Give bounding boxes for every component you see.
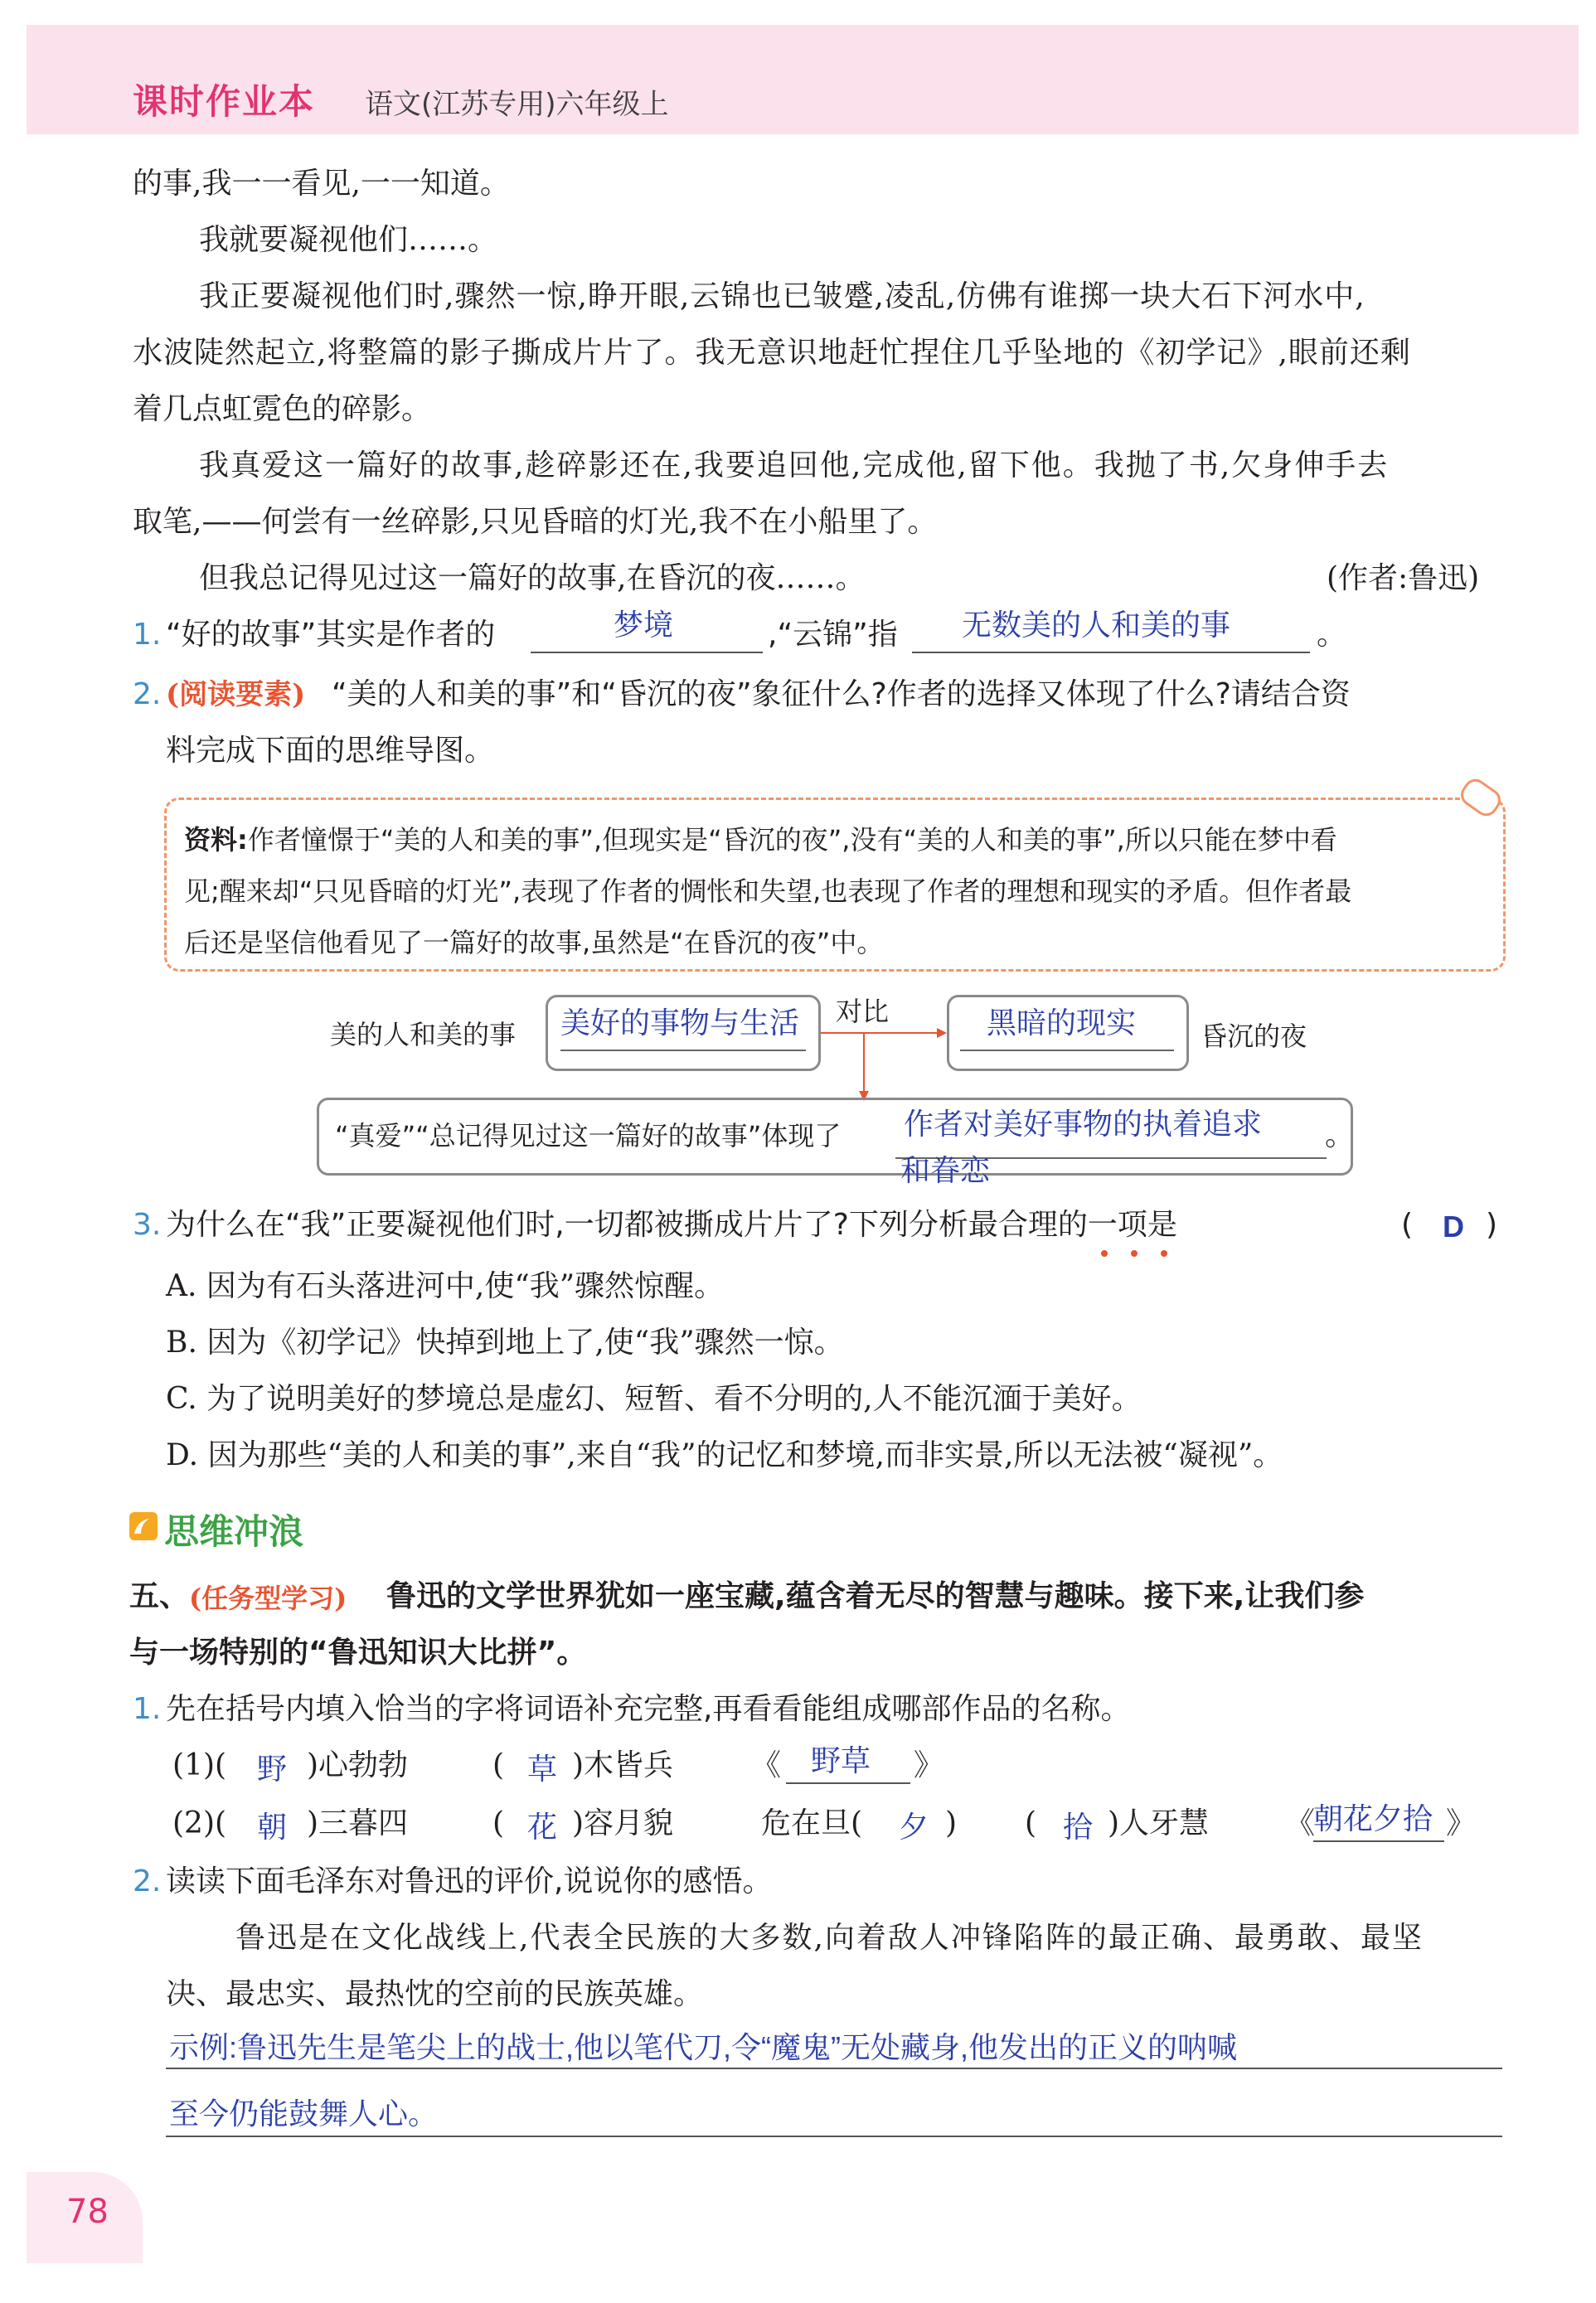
row-1-paren: (	[492, 1748, 505, 1782]
row-1-answer-2: 草	[527, 1752, 558, 1786]
answer-line	[166, 2136, 1502, 2137]
row-2-paren-4: (	[1025, 1806, 1037, 1840]
mindmap-right-label: 昏沉的夜	[1201, 1021, 1307, 1052]
question-number: 2.	[133, 677, 162, 711]
q1-answer-1: 梦境	[614, 608, 674, 642]
passage-line: 我真爱这一篇好的故事,趁碎影还在,我要追回他,完成他,留下他。我抛了书,欠身伸手去	[199, 448, 1390, 482]
resource-line: 作者憧憬于“美的人和美的事”,但现实是“昏沉的夜”,没有“美的人和美的事”,所以只能在梦中看	[247, 824, 1337, 856]
page-number: 78	[66, 2193, 109, 2231]
passage-line: 的事,我一一看见,一一知道。	[133, 167, 510, 201]
quote-line: 决、最忠实、最热忱的空前的民族英雄。	[166, 1977, 704, 2011]
mindmap-contrast-label: 对比	[836, 996, 890, 1027]
passage-line: 着几点虹霓色的碎影。	[133, 392, 432, 426]
q1-blank-1	[531, 652, 763, 653]
row-1-text-2: )木皆兵	[572, 1748, 674, 1782]
passage-line: 取笔,——何尝有一丝碎影,只见昏暗的灯光,我不在小船里了。	[133, 505, 938, 539]
mindmap-right-answer: 黑暗的现实	[987, 1006, 1137, 1040]
q3-paren-left: (	[1401, 1208, 1414, 1242]
question-number: 1.	[133, 1692, 162, 1726]
row-2-text-4: )人牙慧	[1108, 1806, 1210, 1840]
q2-tag: (阅读要素)	[166, 678, 306, 711]
q1-text-2: ,“云锦”指	[768, 618, 898, 652]
row-2-text-1: )三暮四	[307, 1806, 409, 1840]
mindmap-bottom-answer-2: 和眷恋	[900, 1153, 991, 1187]
row-2-bracket-left: 《	[1285, 1806, 1316, 1840]
q5-2-answer-line-2: 至今仍能鼓舞人心。	[169, 2097, 439, 2131]
row-1-text-1: )心勃勃	[307, 1748, 409, 1782]
row-2-work-blank	[1313, 1840, 1444, 1842]
resource-line: 后还是坚信他看见了一篇好的故事,虽然是“在昏沉的夜”中。	[184, 927, 884, 958]
row-1-bracket-right: 》	[914, 1748, 944, 1782]
passage-author: (作者:鲁迅)	[1327, 561, 1480, 595]
q3-paren-right: )	[1486, 1208, 1498, 1242]
quote-line: 鲁迅是在文化战线上,代表全民族的大多数,向着敌人冲锋陷阵的最正确、最勇敢、最坚	[235, 1921, 1424, 1955]
answer-line	[166, 2068, 1502, 2069]
emphasis-dot	[1101, 1250, 1108, 1257]
resource-label: 资料:	[184, 824, 248, 856]
row-2-answer-3: 夕	[899, 1810, 929, 1844]
row-2-text-3-close: )	[945, 1806, 958, 1840]
row-2-num: (2)(	[172, 1806, 227, 1840]
mindmap-left-blank	[560, 1050, 806, 1051]
row-2-text-3: 危在旦(	[761, 1806, 863, 1840]
row-2-answer-2: 花	[527, 1810, 558, 1844]
q3-option: C. 为了说明美好的梦境总是虚幻、短暂、看不分明的,人不能沉湎于美好。	[166, 1382, 1142, 1416]
emphasis-dot	[1161, 1250, 1167, 1257]
row-2-answer-4: 拾	[1063, 1810, 1094, 1844]
q3-option: A. 因为有石头落进河中,使“我”骤然惊醒。	[166, 1269, 725, 1303]
row-1-answer-1: 野	[257, 1752, 288, 1786]
mindmap-right-blank	[960, 1050, 1174, 1051]
row-2-answer-1: 朝	[257, 1810, 288, 1844]
resource-line: 见;醒来却“只见昏暗的灯光”,表现了作者的惆怅和失望,也表现了作者的理想和现实的矛盾。但作者最	[184, 875, 1352, 907]
book-brand: 课时作业本	[133, 81, 316, 122]
row-2-bracket-right: 》	[1446, 1806, 1477, 1840]
q5-line-1: 鲁迅的文学世界犹如一座宝藏,蕴含着无尽的智慧与趣味。接下来,让我们参	[386, 1579, 1365, 1613]
section-title: 思维冲浪	[164, 1511, 304, 1552]
section-icon	[129, 1512, 158, 1540]
q5-1-text: 先在括号内填入恰当的字将词语补充完整,再看看能组成哪部作品的名称。	[166, 1692, 1131, 1726]
q3-answer: D	[1443, 1210, 1464, 1244]
q5-tag: (任务型学习)	[189, 1583, 347, 1614]
passage-line: 我就要凝视他们……。	[199, 223, 498, 257]
mindmap-left-answer: 美好的事物与生活	[560, 1006, 800, 1040]
book-subject: 语文(江苏专用)六年级上	[365, 88, 669, 121]
q1-blank-2	[912, 652, 1310, 653]
q3-text: 为什么在“我”正要凝视他们时,一切都被撕成片片了?下列分析最合理的一项是	[166, 1208, 1177, 1242]
q2-line-1: “美的人和美的事”和“昏沉的夜”象征什么?作者的选择又体现了什么?请结合资	[332, 677, 1351, 711]
q2-line-2: 料完成下面的思维导图。	[166, 734, 495, 768]
question-number: 1.	[133, 618, 162, 652]
q1-text-1: “好的故事”其实是作者的	[166, 618, 496, 652]
row-2-text-2: )容月貌	[572, 1806, 674, 1840]
mindmap-bottom-end: 。	[1325, 1118, 1356, 1152]
emphasis-dot	[1131, 1250, 1138, 1257]
q5-2-text: 读读下面毛泽东对鲁迅的评价,说说你的感悟。	[166, 1864, 773, 1898]
passage-line: 我正要凝视他们时,骤然一惊,睁开眼,云锦也已皱蹙,凌乱,仿佛有谁掷一块大石下河水中,	[199, 279, 1366, 313]
row-2-work: 朝花夕拾	[1313, 1801, 1433, 1835]
row-1-work-blank	[786, 1782, 910, 1784]
q1-answer-2: 无数美的人和美的事	[962, 608, 1231, 642]
mindmap-bottom-text: “真爱”“总记得见过这一篇好的故事”体现了	[335, 1120, 842, 1152]
q3-option: D. 因为那些“美的人和美的事”,来自“我”的记忆和梦境,而非实景,所以无法被“凝视”。	[166, 1438, 1283, 1472]
mindmap-left-label: 美的人和美的事	[330, 1019, 517, 1050]
q5-2-answer-line-1: 示例:鲁迅先生是笔尖上的战士,他以笔代刀,令“魔鬼”无处藏身,他发出的正义的呐喊	[169, 2030, 1237, 2064]
resource-text	[184, 814, 1494, 968]
question-number: 2.	[133, 1864, 162, 1898]
passage-line: 但我总记得见过这一篇好的故事,在昏沉的夜……。	[199, 561, 866, 595]
q5-prefix: 五、	[129, 1579, 190, 1613]
row-2-paren: (	[492, 1806, 505, 1840]
row-1-bracket-left: 《	[751, 1748, 782, 1782]
mindmap-bottom-answer: 作者对美好事物的执着追求	[904, 1107, 1263, 1141]
passage-line: 水波陡然起立,将整篇的影子撕成片片了。我无意识地赶忙捏住几乎坠地的《初学记》,眼前还剩	[133, 336, 1411, 370]
question-number: 3.	[133, 1208, 162, 1242]
row-1-work: 野草	[811, 1743, 871, 1777]
row-1-num: (1)(	[172, 1748, 227, 1782]
q5-line-2: 与一场特别的“鲁迅知识大比拼”。	[129, 1636, 587, 1670]
q3-option: B. 因为《初学记》快掉到地上了,使“我”骤然一惊。	[166, 1326, 844, 1360]
q1-text-3: 。	[1317, 618, 1347, 652]
